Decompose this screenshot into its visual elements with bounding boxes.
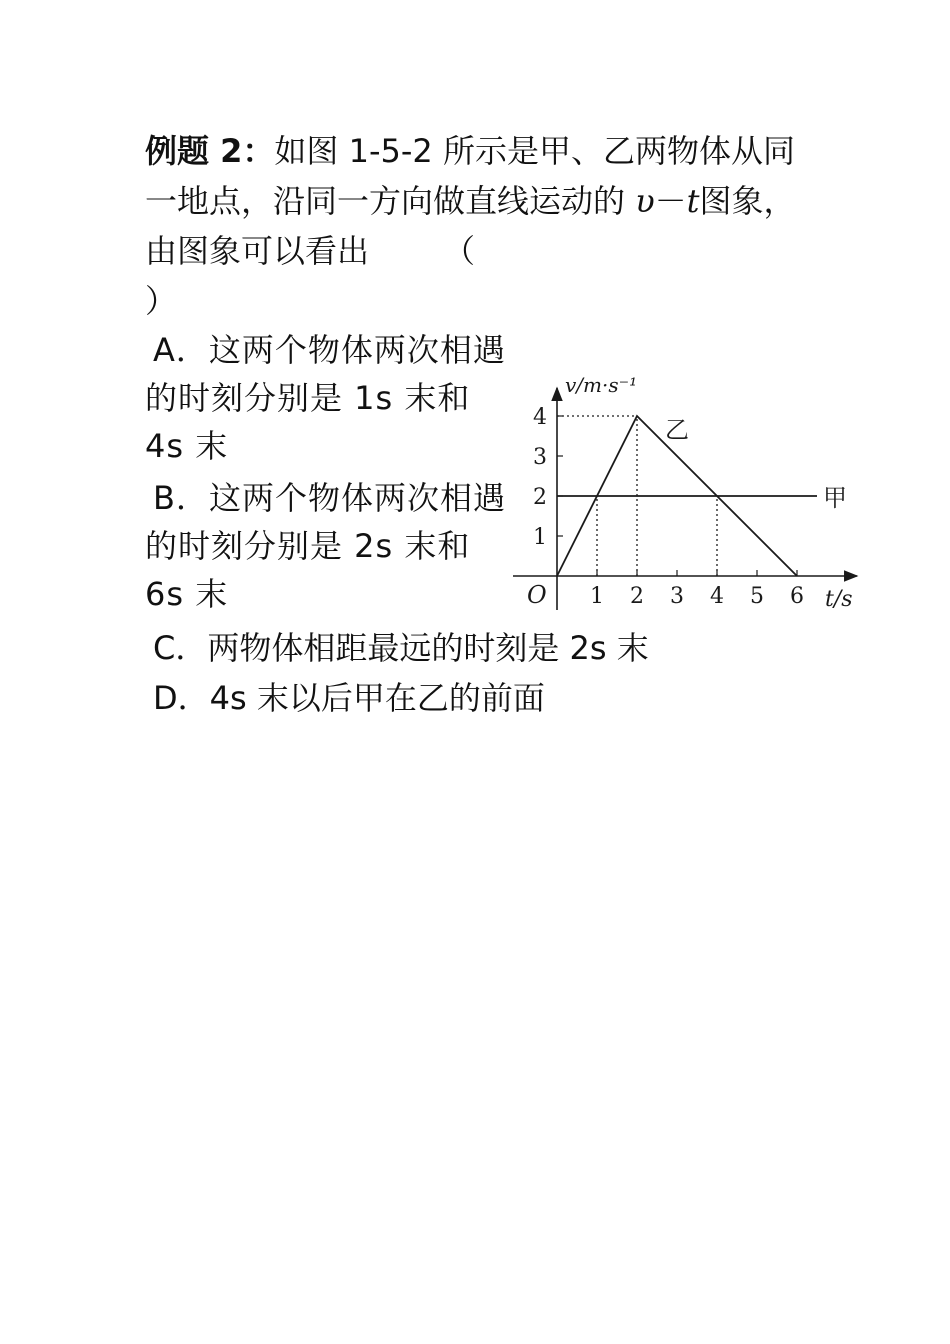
stem-text-2: 图象，由图象可以看出	[145, 182, 796, 270]
option-c[interactable]	[145, 624, 845, 672]
y-axis-label: v/m·s⁻¹	[565, 373, 638, 397]
option-b[interactable]	[145, 474, 507, 618]
y-tick-label: 4	[533, 405, 547, 430]
option-c-key: C．	[153, 629, 208, 667]
x-axis-label: t/s	[825, 587, 853, 612]
x-tick-label: 5	[750, 584, 764, 609]
x-tick-label: 4	[710, 584, 724, 609]
question-stem	[145, 126, 810, 326]
y-tick-label: 3	[533, 445, 547, 470]
answer-paren-close: ）	[145, 282, 178, 320]
x-tick-label: 1	[590, 584, 604, 609]
option-a-text: 这两个物体两次相遇的时刻分别是 1s 末和 4s 末	[145, 331, 506, 465]
vt-graph	[505, 360, 865, 620]
series-label-1: 乙	[665, 416, 689, 444]
origin-label: O	[527, 581, 547, 609]
var-t: t	[686, 182, 700, 220]
y-tick-label: 1	[533, 525, 547, 550]
option-b-key: B．	[153, 479, 209, 517]
option-d[interactable]	[145, 674, 845, 722]
x-tick-label: 2	[630, 584, 644, 609]
question-label: 例题 2：	[145, 132, 275, 170]
option-d-text: 4s 末以后甲在乙的前面	[209, 679, 545, 717]
x-tick-label: 3	[670, 584, 684, 609]
series-label-0: 甲	[823, 484, 847, 512]
stem-text-1: 如图 1-5-2 所示是甲、乙两物体从同一地点，沿同一方向做直线运动的	[145, 132, 795, 220]
y-tick-label: 2	[533, 485, 547, 510]
option-b-text: 这两个物体两次相遇的时刻分别是 2s 末和 6s 末	[145, 479, 506, 613]
dash: －	[654, 182, 687, 220]
option-c-text: 两物体相距最远的时刻是 2s 末	[207, 629, 649, 667]
option-a-key: A．	[153, 331, 209, 369]
answer-paren-open: （	[443, 232, 476, 270]
option-a[interactable]	[145, 326, 507, 470]
option-d-key: D．	[153, 679, 210, 717]
x-tick-label: 6	[790, 584, 804, 609]
var-v: υ	[635, 182, 655, 220]
